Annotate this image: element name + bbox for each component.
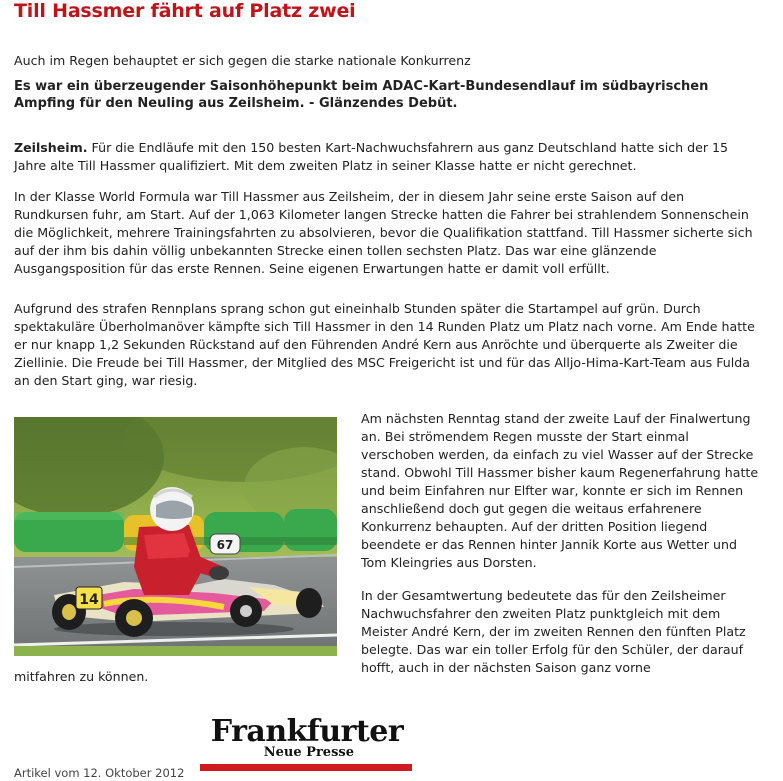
article-title: Till Hassmer fährt auf Platz zwei [14, 0, 356, 22]
paragraph-1 [14, 139, 759, 175]
kart-photo [14, 417, 337, 656]
paragraph-3: Aufgrund des strafen Rennplans sprang schon gut eineinhalb Stunden später die Startampel auf grün. Durch spektakuläre Überholmanöver kämpfte sich Till Hassmer in den 14 Runden Platz um Platz nach vorne. Am Ende hatte er nur knapp 1,2 Sekunden Rückstand auf den Führenden André Kern aus Anröchte und überquerte als Zweiter die Ziellinie. Die Freude bei Till Hassmer, der Mitglied des MSC Freigericht ist und für das Alljo-Hima-Kart-Team aus Fulda an den Start ging, war riesig. [14, 301, 755, 388]
logo-main-text: Frankfurter [210, 714, 404, 749]
article-lead: Es war ein überzeugender Saisonhöhepunkt beim ADAC-Kart-Bundesendlauf im südbayrischen Ampfing für den Neuling aus Zeilsheim. - Glänzendes Debüt. [14, 79, 709, 111]
paragraph-4: Am nächsten Renntag stand der zweite Lauf der Finalwertung an. Bei strömendem Regen musste der Start einmal verschoben werden, da einfach zu viel Wasser auf der Strecke stand. Obwohl Till Hassmer bisher kaum Regenerfahrung hatte und beim Einfahren nur Elfter war, konnte er sich im Rennen anschließend doch gut gegen die weitaus erfahrenere Konkurrenz behaupten. Auf der dritten Position liegend beendete er das Rennen hinter Jannik Korte aus Wetter und Tom Kleingries aus Dorsten. [361, 411, 759, 570]
logo-sub-text: Neue Presse [263, 745, 354, 760]
paragraph-5: In der Gesamtwertung bedeutete das für den Zeilsheimer Nachwuchsfahrer den zweiten Platz punktgleich mit dem Meister André Kern, der im zweiten Rennen den fünften Platz belegte. Das war ein toller Erfolg für den Schüler, der darauf hofft, auch in der nächsten Saison ganz vorne [361, 588, 746, 675]
logo-red-bar [200, 764, 412, 771]
article-date: Artikel vom 12. Oktober 2012 [14, 766, 185, 780]
paragraph-5-tail: mitfahren zu können. [14, 669, 149, 684]
article-subtitle: Auch im Regen behauptet er sich gegen die starke nationale Konkurrenz [14, 53, 471, 68]
paragraph-1-text: Für die Endläufe mit den 150 besten Kart-Nachwuchsfahrern aus ganz Deutschland hatte sich der 15 Jahre alte Till Hassmer qualifiziert. Mit dem zweiten Platz in seiner Klasse hatte er nicht gerechnet. [14, 140, 729, 173]
kart-side-number: 67 [216, 538, 234, 552]
paragraph-2: In der Klasse World Formula war Till Hassmer aus Zeilsheim, der in diesem Jahr seine erste Saison auf den Rundkursen fuhr, am Start. Auf der 1,063 Kilometer langen Strecke hatten die Fahrer bei strahlendem Sonnenschein die Möglichkeit, mehrere Trainingsfahrten zu absolvieren, bevor die Qualifikation stattfand. Till Hassmer sicherte sich auf der ihm bis dahin völlig unbekannten Strecke einen tollen sechsten Platz. Das war eine glänzende Ausgangsposition für das erste Rennen. Seine eigenen Erwartungen hatte er damit voll erfüllt. [14, 189, 753, 276]
dateline-place: Zeilsheim. [14, 140, 88, 155]
kart-number: 14 [79, 592, 99, 608]
newspaper-logo [200, 716, 414, 776]
